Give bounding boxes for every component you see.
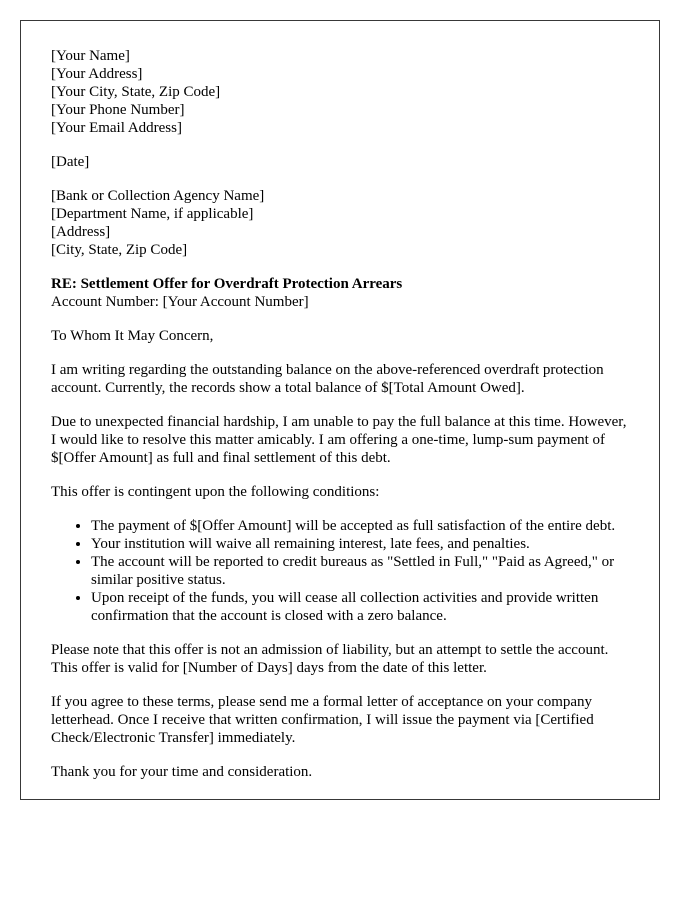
paragraph-validity: Please note that this offer is not an admission of liability, but an attempt to settle the account. This offer is valid for [Number of Days] days from the date of this letter.: [51, 642, 609, 676]
conditions-intro-line: This offer is contingent upon the following conditions:: [51, 484, 380, 500]
paragraph-balance: I am writing regarding the outstanding balance on the above-referenced overdraft protection account. Currently, the records show a total balance of $[Total Amount Owed].: [51, 362, 604, 396]
condition-item-payment: • The payment of $[Offer Amount] will be accepted as full satisfaction of the entire debt.: [91, 517, 631, 535]
conditions-list: [51, 517, 631, 625]
sender-city-line: [Your City, State, Zip Code]: [51, 84, 221, 100]
date-line: [Date]: [51, 154, 90, 170]
sender-email-line: [Your Email Address]: [51, 120, 182, 136]
salutation-line: To Whom It May Concern,: [51, 328, 214, 344]
recipient-address-line: [Address]: [51, 224, 111, 240]
condition-item-cease-collection: • Upon receipt of the funds, you will cease all collection activities and provide written confirmation that the account is closed with a zero balance.: [91, 589, 631, 625]
sender-address-block: [51, 47, 631, 137]
recipient-name-line: [Bank or Collection Agency Name]: [51, 188, 265, 204]
thanks-line: Thank you for your time and consideration.: [51, 764, 313, 780]
recipient-address-block: [51, 187, 631, 259]
letter-body: [21, 21, 659, 781]
letter-frame: [20, 20, 660, 800]
paragraph-hardship: Due to unexpected financial hardship, I am unable to pay the full balance at this time. However, I would like to resolve this matter amicably. I am offering a one-time, lump-sum payment of $[Offer Amount] as full and final settlement of this debt.: [51, 414, 627, 466]
sender-address-line: [Your Address]: [51, 66, 143, 82]
account-number-line: Account Number: [Your Account Number]: [51, 294, 309, 310]
sender-phone-line: [Your Phone Number]: [51, 102, 185, 118]
subject-block: [51, 275, 631, 311]
paragraph-acceptance: If you agree to these terms, please send me a formal letter of acceptance on your company letterhead. Once I receive that written confirmation, I will issue the payment via [Certified Check/Electronic Transfer] immediately.: [51, 694, 594, 746]
recipient-city-line: [City, State, Zip Code]: [51, 242, 188, 258]
sender-name-line: [Your Name]: [51, 48, 130, 64]
condition-item-credit-report: • The account will be reported to credit bureaus as "Settled in Full," "Paid as Agreed," or similar positive status.: [91, 553, 631, 589]
subject-line: RE: Settlement Offer for Overdraft Protection Arrears: [51, 276, 403, 292]
recipient-department-line: [Department Name, if applicable]: [51, 206, 254, 222]
condition-item-waive-fees: • Your institution will waive all remaining interest, late fees, and penalties.: [91, 535, 631, 553]
